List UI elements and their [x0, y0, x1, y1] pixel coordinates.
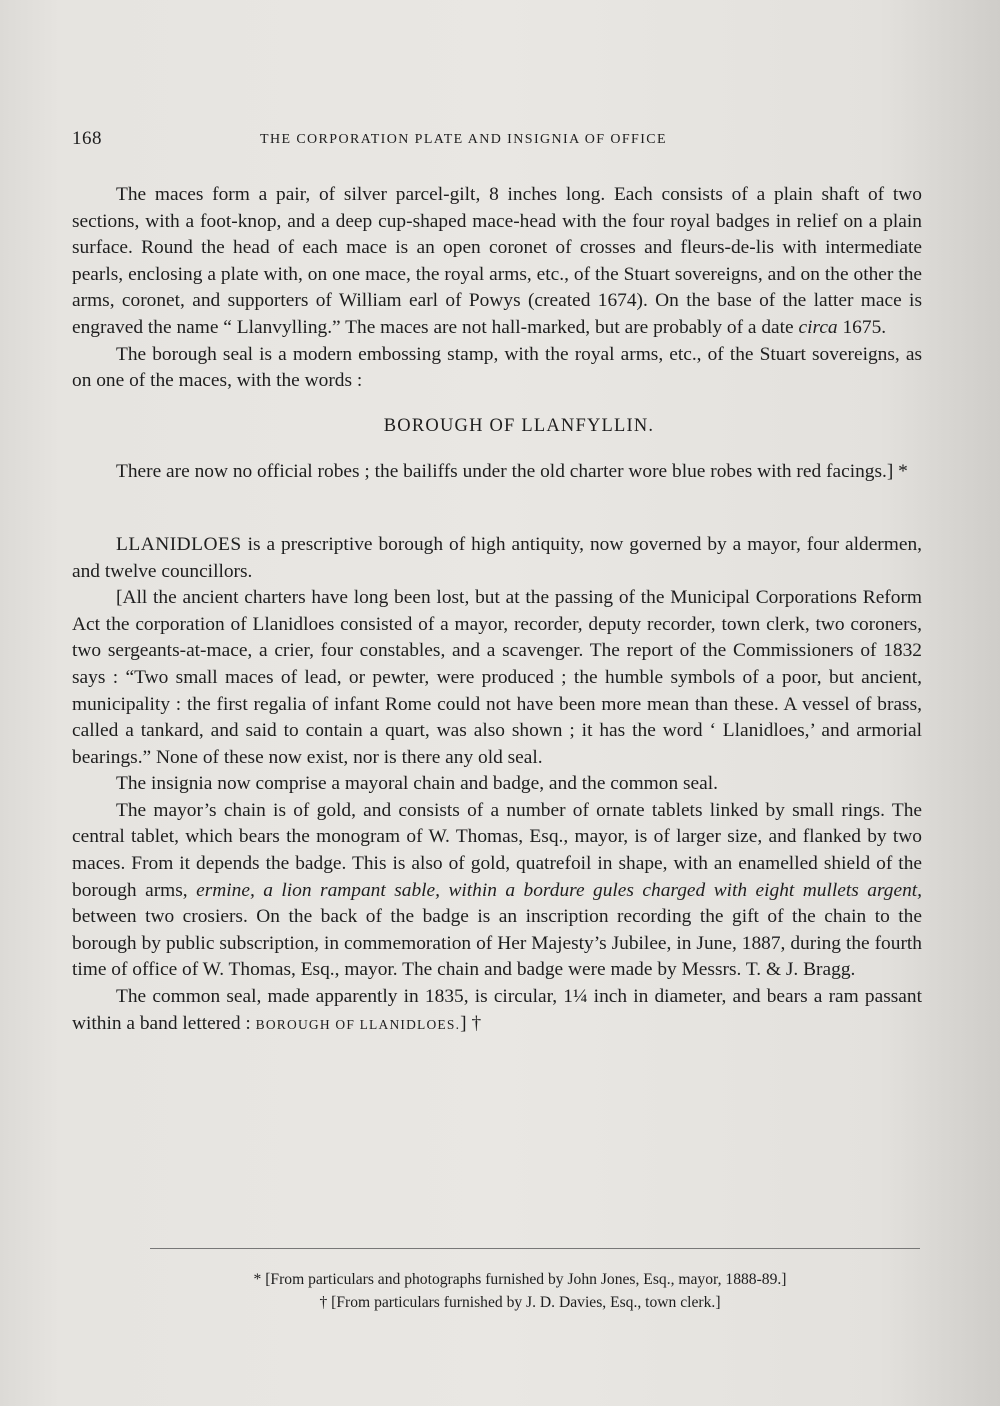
- italic-term: circa: [798, 316, 838, 338]
- paragraph-text: between two crosiers. On the back of the badge is an inscription recording the gift of the chain to the borough by public subscription, in commemoration of Her Majesty’s Jubilee, in June, 1887, during the fourth time of office of W. Thomas, Esq., mayor. The chain and badge were made by Messrs. T. & J. Bragg.: [72, 906, 922, 981]
- paragraph-text: is a prescriptive borough of high antiquity, now governed by a mayor, four aldermen, and twelve councillors.: [72, 533, 922, 582]
- page-number: 168: [72, 128, 102, 149]
- paragraph-robes: There are now no official robes ; the bailiffs under the old charter wore blue robes with red facings.] *: [116, 461, 908, 483]
- date-text: 1675.: [842, 316, 887, 338]
- paragraph-text: The common seal, made apparently in 1835, is circular, 1¼ inch in diameter, and bears a ram passant within a band lettered :: [72, 986, 922, 1034]
- page-header: [72, 128, 922, 154]
- footnote-2: † [From particulars furnished by J. D. Davies, Esq., town clerk.]: [319, 1294, 721, 1311]
- paragraph-mayors-chain: [72, 798, 922, 984]
- footnote-1: * [From particulars and photographs furnished by John Jones, Esq., mayor, 1888-89.]: [253, 1271, 787, 1288]
- paragraph-text: The mayor’s chain is of gold, and consists of a number of ornate tablets linked by small rings. The central tablet, which bears the monogram of W. Thomas, Esq., mayor, is of larger size, and flanked by two maces. From it depends the badge. This is also of gold, quatrefoil in shape, with an enamelled shield of the borough arms,: [72, 799, 922, 901]
- paragraph-text: The maces form a pair, of silver parcel-gilt, 8 inches long. Each consists of a plain shaft of two sections, with a foot-knop, and a deep cup-shaped mace-head with the four royal badges in relief on a plain surface. Round the head of each mace is an open coronet of crosses and fleurs-de-lis with intermediate pearls, enclosing a plate with, on one mace, the royal arms, etc., of the Stuart sovereigns, and on the other the arms, coronet, and supporters of William earl of Powys (created 1674). On the base of the latter mace is engraved the name “ Llanvylling.” The maces are not hall-marked, but are probably of a date: [72, 184, 922, 338]
- footnote-rule: [150, 1248, 920, 1249]
- running-title: THE CORPORATION PLATE AND INSIGNIA OF OFFICE: [260, 132, 667, 147]
- footnotes: [100, 1268, 940, 1314]
- paragraph-maces: [72, 182, 922, 342]
- body-text: [72, 182, 922, 1038]
- seal-legend: BOROUGH OF LLANFYLLIN.: [383, 415, 655, 436]
- paragraph-common-seal: [72, 984, 922, 1038]
- italic-blazon: ermine, a lion rampant sable, within a bordure gules charged with eight mullets argent,: [196, 879, 923, 901]
- paragraph-llanidloes-intro: [72, 532, 922, 585]
- paragraph-charters: [All the ancient charters have long been lost, but at the passing of the Municipal Corporations Reform Act the corporation of Llanidloes consisted of a mayor, recorder, deputy recorder, town clerk, two coroners, two sergeants-at-mace, a crier, four constables, and a scavenger. The report of the Commissioners of 1832 says : “Two small maces of lead, or pewter, were produced ; the humble symbols of a poor, but ancient, municipality : the first regalia of infant Rome could not have been more mean than these. A vessel of brass, called a tankard, and said to contain a quart, was also shown ; it has the word ‘ Llanidloes,’ and armorial bearings.” None of these now exist, nor is there any old seal.: [72, 587, 922, 768]
- seal-inscription: BOROUGH OF LLANIDLOES.: [255, 1016, 461, 1032]
- section-gap: [72, 486, 922, 532]
- paragraph-end: ] †: [460, 1012, 482, 1034]
- section-lead-word: LLANIDLOES: [116, 533, 242, 555]
- paragraph-insignia: The insignia now comprise a mayoral chain and badge, and the common seal.: [116, 773, 718, 795]
- paragraph-borough-seal: The borough seal is a modern embossing stamp, with the royal arms, etc., of the Stuart sovereigns, as on one of the maces, with the words :: [72, 343, 922, 392]
